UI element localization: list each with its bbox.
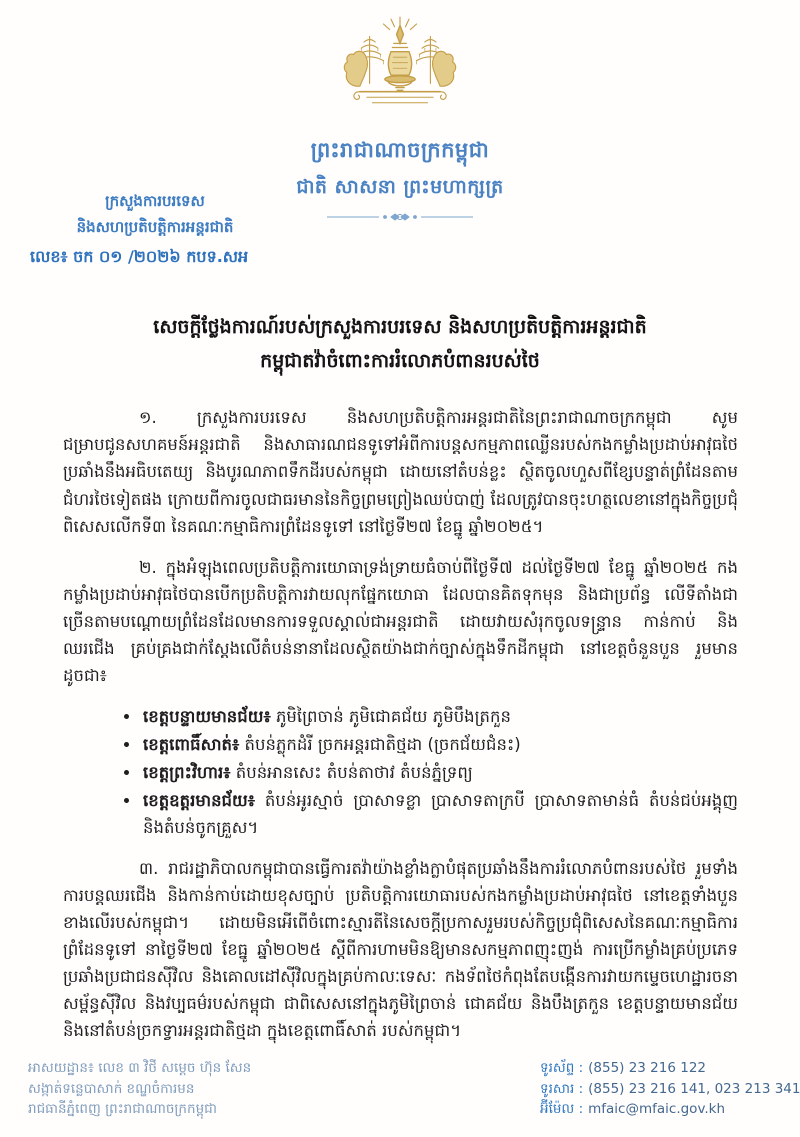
statement-title-line1: សេចក្តីថ្លែងការណ៍របស់ក្រសួងការបរទេស និងសហប្រតិបត្តិការអន្តរជាតិ xyxy=(153,316,647,338)
bullet-text: ភូមិព្រៃចាន់ ភូមិជោគជ័យ ភូមិបឹងត្រកួន xyxy=(270,706,511,726)
bullet-label: ខេត្តឧត្តរមានជ័យ៖ xyxy=(143,790,255,810)
bullet-pursat xyxy=(141,731,738,758)
document-footer xyxy=(28,1058,800,1120)
ministry-name-line2: និងសហប្រតិបត្តិការអន្តរជាតិ xyxy=(76,218,234,237)
paragraph-2: ២. ក្នុងអំឡុងពេលប្រតិបត្តិការយោធាទ្រង់ទ្រាយធំចាប់ពីថ្ងៃទី៧ ដល់ថ្ងៃទី២៧ ខែធ្នូ ឆ្នាំ២០២៥ កងកម្លាំងប្រដាប់អាវុធថៃបានបើកប្រតិបត្តិការវាយលុកផ្នែកយោធា ដែលបានគិតទុកមុន និងជាប្រព័ន្ធ លើទីតាំងជាច្រើនតាមបណ្តោយព្រំដែនដែលមានការទទួលស្គាល់ជាអន្តរជាតិ ដោយវាយសំរុកចូលទន្ទ្រាន កាន់កាប់ និងឈរជើង គ្រប់គ្រងជាក់ស្តែងលើតំបន់នានាដែលស្ថិតយ៉ាងជាក់ច្បាស់ក្នុងទឹកដីកម្ពុជា នៅខេត្តចំនួនបួន រួមមាន ដូចជា៖ xyxy=(63,557,738,685)
footer-contact-block xyxy=(540,1058,800,1120)
kingdom-name: ព្រះរាជាណាចក្រកម្ពុជា xyxy=(310,138,490,162)
bullet-text: តំបន់អានសេះ តំបន់តាថាវ តំបន់ភ្នំទ្រព្យ xyxy=(230,762,473,782)
fax-line xyxy=(540,1079,800,1100)
address-line2: សង្កាត់ទន្លេបាសាក់ ខណ្ឌចំការមន xyxy=(28,1080,195,1097)
email-value: mfaic@mfaic.gov.kh xyxy=(588,1101,726,1118)
bullet-oddar-meanchey xyxy=(141,787,738,841)
fax-label: ទូរសារ : xyxy=(540,1080,584,1097)
reference-number: លេខ៖ ចក ០១ /២០២៦ កបទ.សអ xyxy=(30,246,249,266)
paragraph-1: ១. ក្រសួងការបរទេស និងសហប្រតិបត្តិការអន្តរជាតិនៃព្រះរាជាណាចក្រកម្ពុជា សូមជម្រាបជូនសហគមន៍អន្តរជាតិ និងសាធារណជនទូទៅអំពីការបន្តសកម្មភាពឈ្លើនរបស់កងកម្លាំងប្រដាប់អាវុធថៃប្រឆាំងនឹងអធិបតេយ្យ និងបូរណភាពទឹកដីរបស់កម្ពុជា ដោយនៅតំបន់ខ្លះ ស្ថិតចូលហួសពីខ្សែបន្ទាត់ព្រំដែនតាមជំហរថៃទៀតផង ក្រោយពីការចូលជាធរមាននៃកិច្ចព្រមព្រៀងឈប់បាញ់ ដែលត្រូវបានចុះហត្ថលេខានៅក្នុងកិច្ចប្រជុំពិសេសលើកទី៣ នៃគណៈកម្មាធិការព្រំដែនទូទៅ នៅថ្ងៃទី២៧ ខែធ្នូ ឆ្នាំ២០២៥។ xyxy=(63,408,738,536)
address-line1: អាសយដ្ឋាន៖ លេខ ៣ វិថី សម្តេច ហ៊ុន សែន xyxy=(28,1060,252,1076)
bullet-text: តំបន់ភ្លុកដំរី ច្រកអន្តរជាតិថ្មដា (ច្រកជ័យជំនះ) xyxy=(239,734,521,754)
phone-line xyxy=(540,1058,788,1079)
phone-value: (855) 23 216 122 xyxy=(588,1060,707,1076)
fax-value: (855) 23 216 141, 023 213 341 xyxy=(588,1080,800,1097)
statement-title-line2: កម្ពុជាតវ៉ាចំពោះការរំលោភបំពានរបស់ថៃ xyxy=(260,350,540,373)
ministry-name-line1: ក្រសួងការបរទេស xyxy=(105,192,205,210)
bullet-label: ខេត្តបន្ទាយមានជ័យ៖ xyxy=(143,706,271,726)
footer-address-block xyxy=(28,1058,251,1120)
province-bullet-list xyxy=(119,703,738,841)
national-motto: ជាតិ សាសនា ព្រះមហាក្សត្រ xyxy=(296,176,504,198)
address-line3: រាជធានីភ្នំពេញ ព្រះរាជាណាចក្រកម្ពុជា xyxy=(28,1101,217,1118)
ministry-letterhead xyxy=(30,188,280,270)
emblem-container xyxy=(0,0,800,134)
bullet-preah-vihear xyxy=(141,759,738,786)
bullet-banteay-meanchey xyxy=(141,703,738,730)
bullet-label: ខេត្តពោធិ៍សាត់៖ xyxy=(143,734,240,754)
phone-label: ទូរស័ព្ទ : xyxy=(540,1060,584,1076)
email-line xyxy=(540,1099,788,1120)
ornament-divider-icon xyxy=(325,211,475,223)
statement-body xyxy=(63,404,738,1044)
bullet-text: តំបន់អូរស្មាច់ ប្រាសាទខ្លា ប្រាសាទតាក្របី ប្រាសាទតាមាន់ធំ តំបន់ជប់អង្គុញ និងតំបន់ចូកគ្រួស។ xyxy=(143,790,738,838)
email-label: អ៊ីម៉ែល : xyxy=(540,1101,584,1118)
royal-arms-icon xyxy=(324,12,476,130)
statement-title xyxy=(0,310,800,378)
paragraph-3: ៣. រាជរដ្ឋាភិបាលកម្ពុជាបានធ្វើការតវ៉ាយ៉ាងខ្លាំងក្លាបំផុតប្រឆាំងនឹងការរំលោភបំពានរបស់ថៃ រួមទាំងការបន្តឈរជើង និងកាន់កាប់ដោយខុសច្បាប់ ប្រតិបត្តិការយោធារបស់កងកម្លាំងប្រដាប់អាវុធថៃ នៅខេត្តទាំងបួនខាងលើរបស់កម្ពុជា។ ដោយមិនអើពើចំពោះស្មារតីនៃសេចក្តីប្រកាសរួមរបស់កិច្ចប្រជុំពិសេសនៃគណៈកម្មាធិការព្រំដែនទូទៅ នាថ្ងៃទី២៧ ខែធ្នូ ឆ្នាំ២០២៥ ស្តីពីការហាមមិនឱ្យមានសកម្មភាពញុះញង់ ការប្រើកម្លាំងគ្រប់ប្រភេទប្រឆាំងប្រជាជនស៊ីវិល និងគោលដៅស៊ីវិលក្នុងគ្រប់កាលៈទេសៈ កងទ័ពថៃកំពុងតែបង្កើនការវាយកម្ទេចហេដ្ឋារចនាសម្ព័ន្ធស៊ីវិល និងវប្បធម៌របស់កម្ពុជា ជាពិសេសនៅក្នុងភូមិព្រៃចាន់ ជោគជ័យ និងបឹងត្រកួន ខេត្តបន្ទាយមានជ័យ និងនៅតំបន់ច្រកទ្វារអន្តរជាតិថ្មដា ក្នុងខេត្តពោធិ៍សាត់ របស់កម្ពុជា។ xyxy=(63,859,738,1041)
bullet-label: ខេត្តព្រះវិហារ៖ xyxy=(143,762,231,782)
